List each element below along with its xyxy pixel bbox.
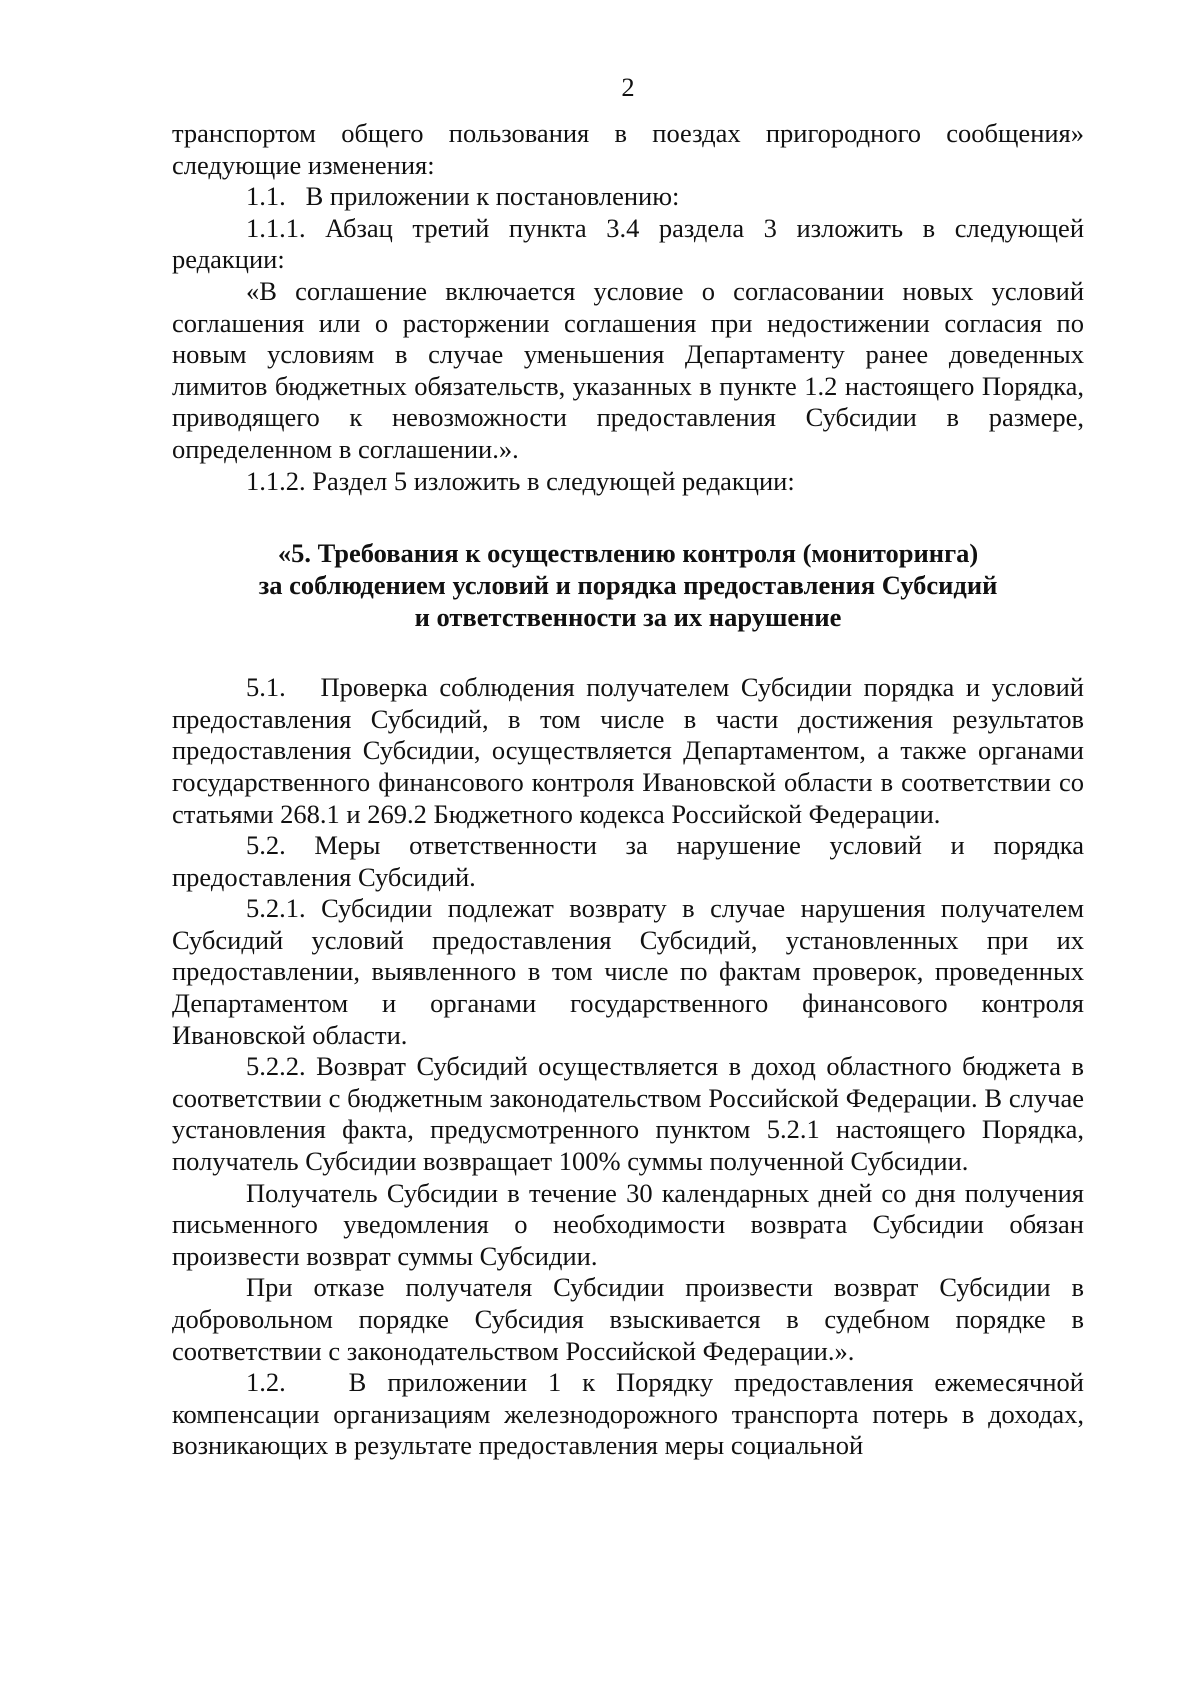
paragraph-5-2-2: 5.2.2. Возврат Субсидий осуществляется в доход областного бюджета в соответствии с бюджетным законодательством Российской Федерации. В случае установления факта, предусмотренного пунктом 5.2.1 настоящего Порядка, получатель Субсидии возвращает 100% суммы полученной Субсидии. bbox=[172, 1051, 1084, 1177]
section-heading bbox=[172, 537, 1084, 633]
paragraph-1-2: 1.2. В приложении 1 к Порядку предоставления ежемесячной компенсации организациям железнодорожного транспорта потерь в доходах, возникающих в результате предоставления меры социальной bbox=[172, 1367, 1084, 1461]
section-heading-line-1: «5. Требования к осуществлению контроля (мониторинга) bbox=[277, 538, 979, 569]
paragraph-return-deadline: Получатель Субсидии в течение 30 календарных дней со дня получения письменного уведомления о необходимости возврата Субсидии обязан произвести возврат суммы Субсидии. bbox=[172, 1177, 1084, 1271]
document-page bbox=[172, 72, 1084, 1462]
section-heading-line-3: и ответственности за их нарушение bbox=[414, 602, 842, 633]
paragraph-refusal: При отказе получателя Субсидии произвести возврат Субсидии в добровольном порядке Субсидия взыскивается в судебном порядке в соответствии с законодательством Российской Федерации.». bbox=[172, 1272, 1084, 1366]
paragraph-5-2-1: 5.2.1. Субсидии подлежат возврату в случае нарушения получателем Субсидий условий предоставления Субсидий, установленных при их предоставлении, выявленного в том числе по фактам проверок, проведенных Департаментом и органами государственного финансового контроля Ивановской области. bbox=[172, 893, 1084, 1050]
paragraph-1-1: 1.1. В приложении к постановлению: bbox=[246, 181, 680, 212]
paragraph-quote-agreement: «В соглашение включается условие о согласовании новых условий соглашения или о расторжении соглашения при недостижении согласия по новым условиям в случае уменьшения Департаменту ранее доведенных лимитов бюджетных обязательств, указанных в пункте 1.2 настоящего Порядка, приводящего к невозможности предоставления Субсидии в размере, определенном в соглашении.». bbox=[172, 275, 1084, 464]
paragraph-5-2: 5.2. Меры ответственности за нарушение условий и порядка предоставления Субсидий. bbox=[172, 830, 1084, 892]
page-number: 2 bbox=[621, 72, 635, 102]
paragraph-1-1-1: 1.1.1. Абзац третий пункта 3.4 раздела 3 изложить в следующей редакции: bbox=[172, 212, 1084, 275]
section-heading-line-2: за соблюдением условий и порядка предоставления Субсидий bbox=[258, 570, 998, 601]
paragraph-intro: транспортом общего пользования в поездах пригородного сообщения» следующие изменения: bbox=[172, 118, 1084, 180]
paragraph-1-1-2: 1.1.2. Раздел 5 изложить в следующей редакции: bbox=[246, 465, 795, 496]
paragraph-5-1: 5.1. Проверка соблюдения получателем Субсидии порядка и условий предоставления Субсидий, в том числе в части достижения результатов предоставления Субсидии, осуществляется Департаментом, а также органами государственного финансового контроля Ивановской области в соответствии со статьями 268.1 и 269.2 Бюджетного кодекса Российской Федерации. bbox=[172, 672, 1084, 829]
